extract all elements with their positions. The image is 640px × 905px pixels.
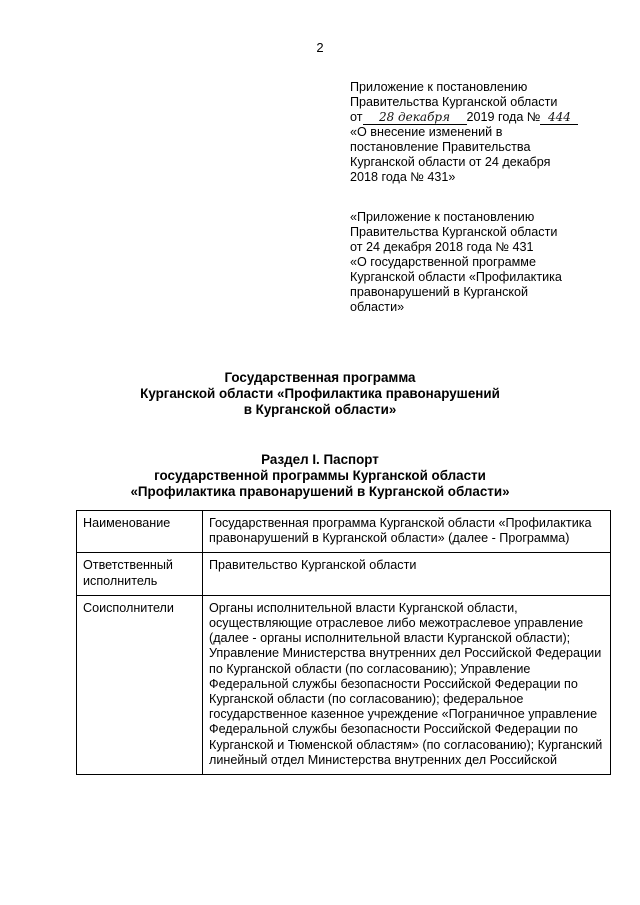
year-text: 2019 года №: [466, 110, 541, 124]
appendix-amendment-line-1: Приложение к постановлению: [350, 80, 528, 94]
appendix-original-line-3: от 24 декабря 2018 года № 431: [350, 240, 534, 254]
row-value: Органы исполнительной власти Курганской области, осуществляющие отраслевое либо межотраслевое управление (далее - органы исполнительной власти Курганской области); Управление Министерства внутренних дел Российской Федерации по Курганской области (по согласованию); Управление Федеральной службы безопасности Российской Федерации по Курганской области (по согласованию); федеральное государственное казенное учреждение «Пограничное управление Федеральной службы безопасности Российской Федерации по Курганской и Тюменской областям» (по согласованию); Курганский линейный отдел Министерства внутренних дел Российской: [203, 595, 611, 774]
appendix-amendment-line-7: 2018 года № 431»: [350, 170, 456, 184]
date-prefix: от: [350, 110, 363, 124]
row-label: Наименование: [77, 511, 203, 553]
appendix-original-line-7: области»: [350, 300, 405, 314]
row-label: Ответственный исполнитель: [77, 553, 203, 595]
row-value: Государственная программа Курганской области «Профилактика правонарушений в Курганской области» (далее - Программа): [203, 511, 611, 553]
appendix-original-note: [350, 210, 630, 315]
handwritten-number: 444: [540, 111, 578, 125]
section-title-line-3: «Профилактика правонарушений в Курганской области»: [130, 484, 510, 499]
appendix-amendment-note: [350, 80, 630, 185]
section-title-line-1: Раздел I. Паспорт: [261, 452, 379, 467]
page-number: 2: [316, 40, 324, 55]
passport-table: [76, 510, 611, 775]
program-title-line-3: в Курганской области»: [243, 402, 397, 417]
program-title-line-2: Курганской области «Профилактика правонарушений: [140, 386, 500, 401]
appendix-amendment-line-4: «О внесение изменений в: [350, 125, 503, 139]
table-row: [77, 511, 611, 553]
row-label: Соисполнители: [77, 595, 203, 774]
program-title: [0, 370, 640, 418]
appendix-amendment-date-line: [350, 110, 630, 125]
table-row: [77, 595, 611, 774]
appendix-amendment-line-2: Правительства Курганской области: [350, 95, 558, 109]
appendix-original-line-1: «Приложение к постановлению: [350, 210, 535, 224]
row-value: Правительство Курганской области: [203, 553, 611, 595]
appendix-original-line-2: Правительства Курганской области: [350, 225, 558, 239]
appendix-amendment-line-5: постановление Правительства: [350, 140, 531, 154]
program-title-line-1: Государственная программа: [224, 370, 416, 385]
table-row: [77, 553, 611, 595]
appendix-original-line-5: Курганской области «Профилактика: [350, 270, 562, 284]
section-title: [0, 452, 640, 500]
appendix-original-line-4: «О государственной программе: [350, 255, 536, 269]
appendix-original-line-6: правонарушений в Курганской: [350, 285, 529, 299]
handwritten-date: 28 декабря: [363, 111, 467, 125]
section-title-line-2: государственной программы Курганской области: [154, 468, 486, 483]
appendix-amendment-line-6: Курганской области от 24 декабря: [350, 155, 551, 169]
